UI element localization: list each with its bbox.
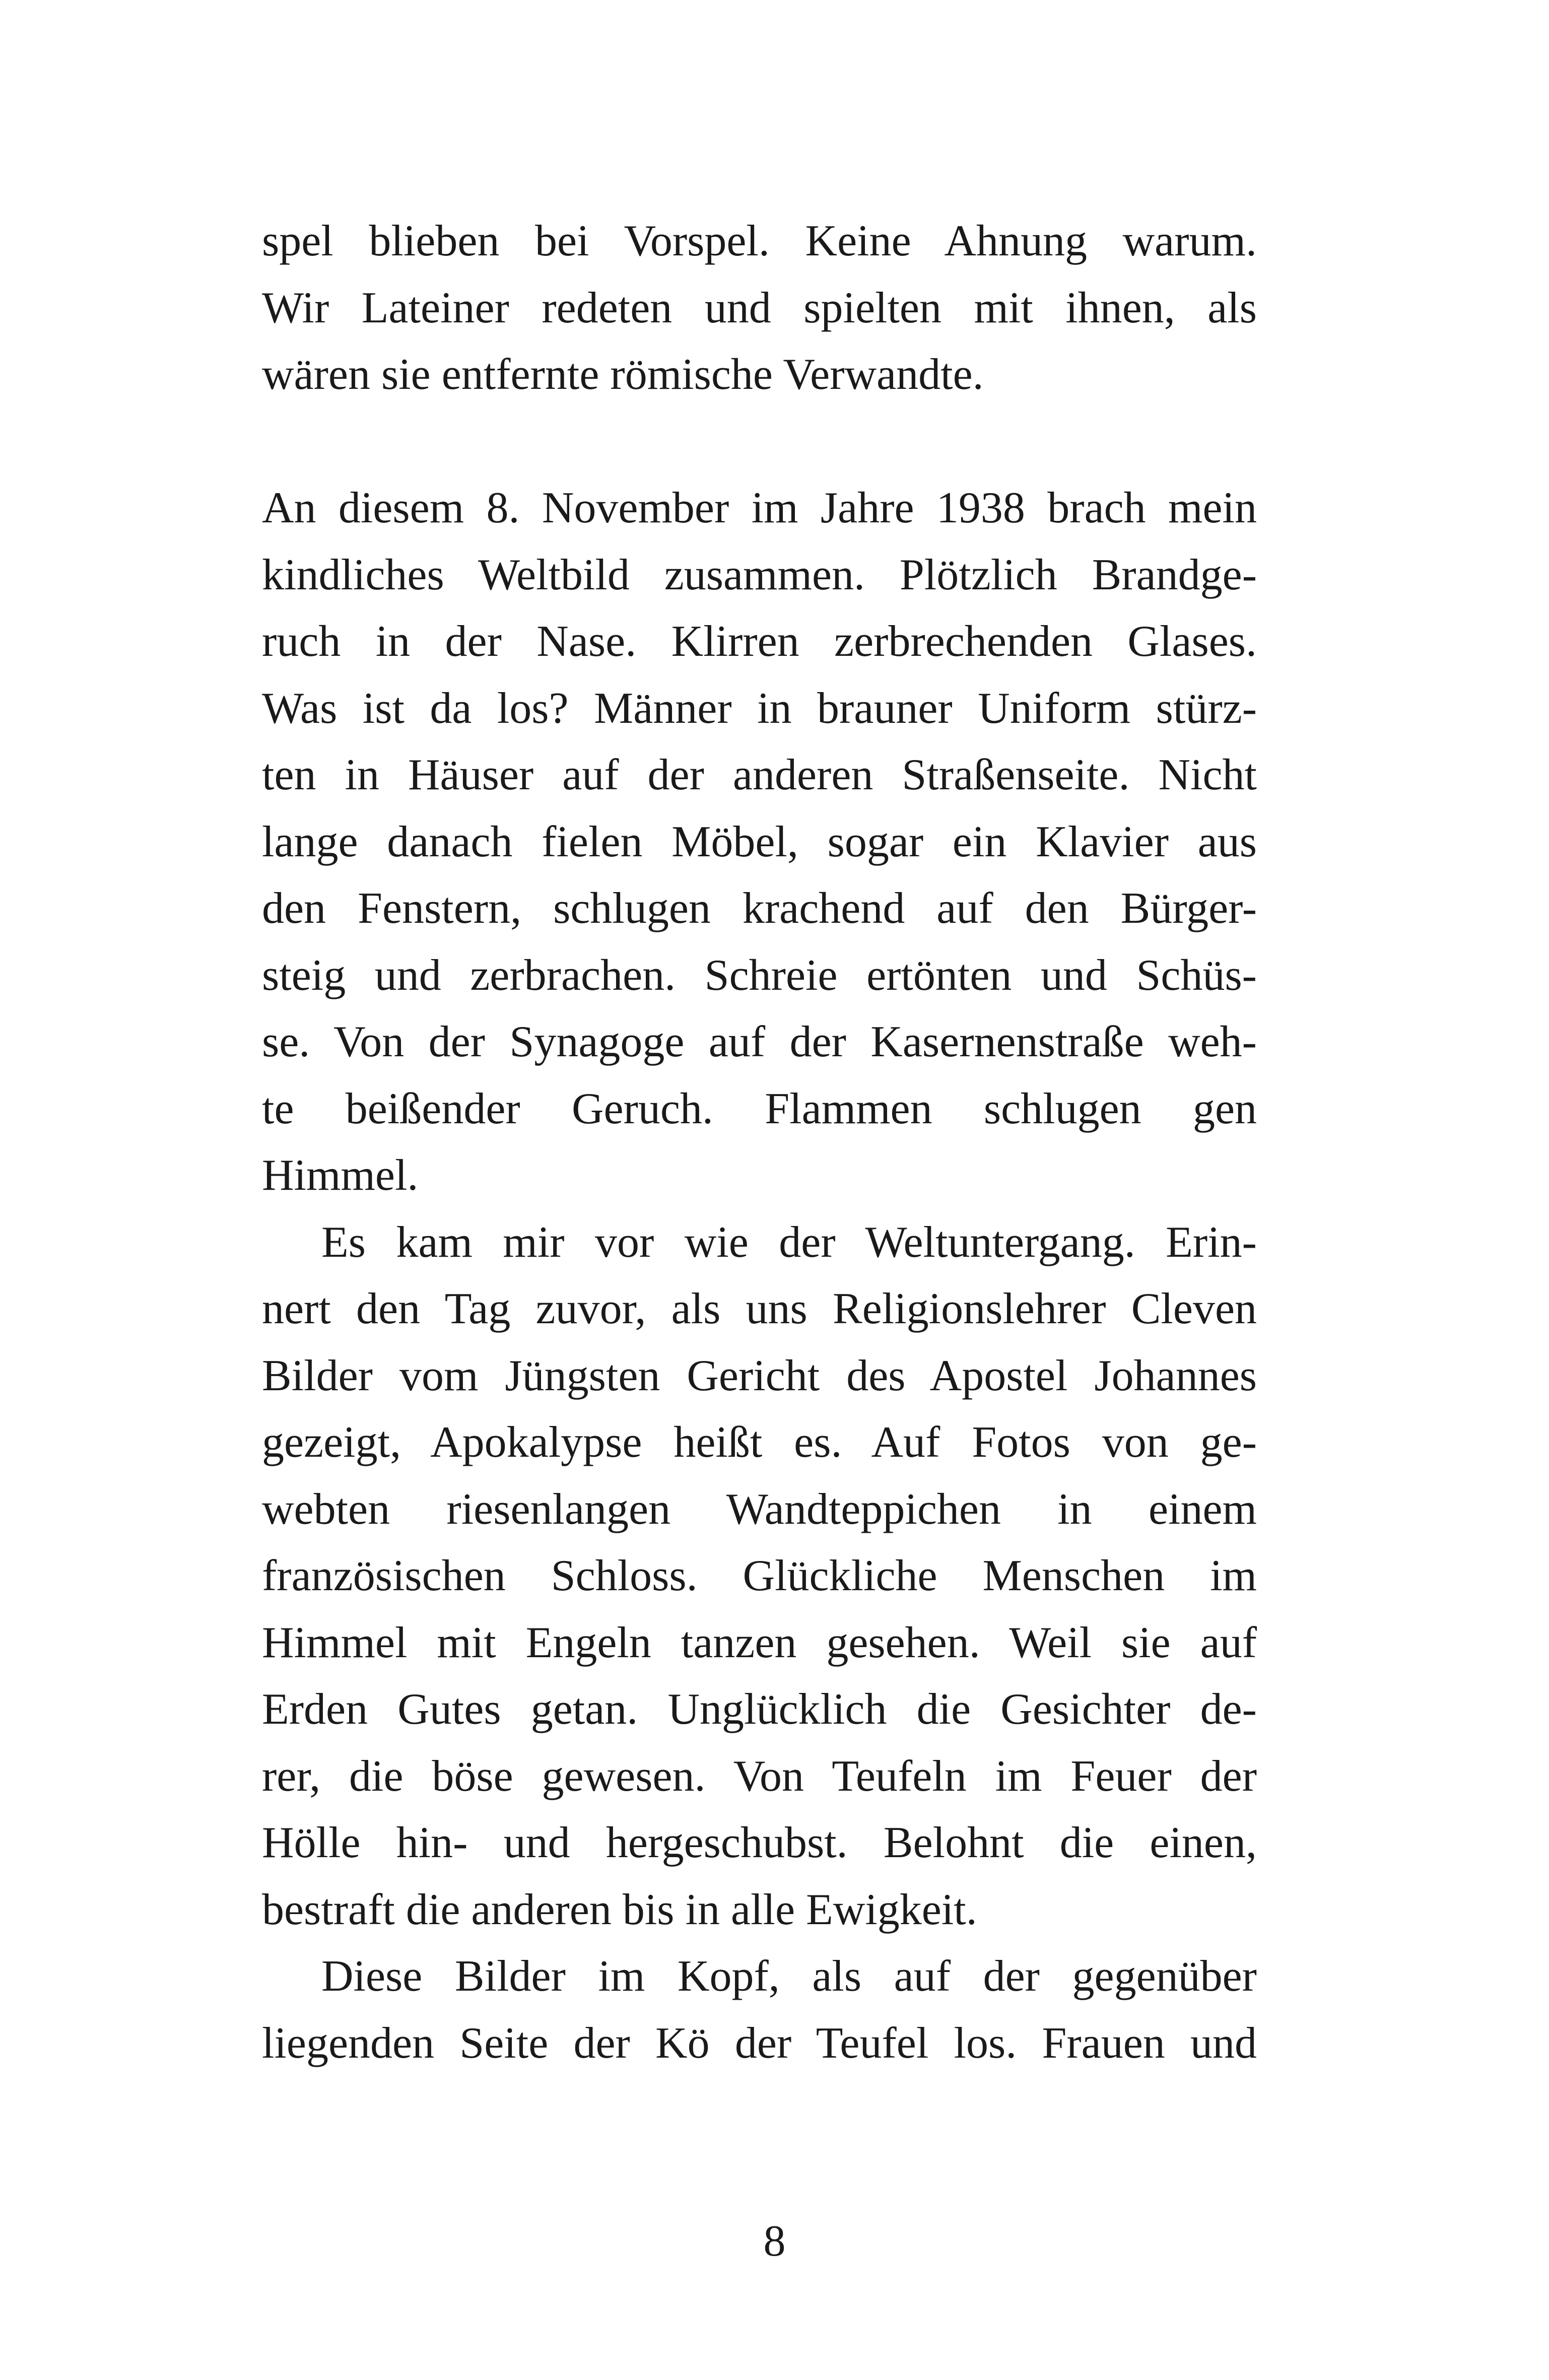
paragraph-weltuntergang: [262, 1209, 1257, 1944]
text-line: Es kam mir vor wie der Weltuntergang. Erin-: [321, 1217, 1257, 1267]
text-line: spel blieben bei Vorspel. Keine Ahnung warum.: [262, 217, 1257, 265]
text-line: französischen Schloss. Glückliche Menschen im: [262, 1551, 1257, 1600]
text-line: Wir Lateiner redeten und spielten mit ihnen, als: [262, 283, 1257, 332]
text-line: wären sie entfernte römische Verwandte.: [262, 350, 984, 399]
text-line: steig und zerbrachen. Schreie ertönten und Schüs-: [262, 950, 1257, 1000]
text-line: Himmel mit Engeln tanzen gesehen. Weil sie auf: [262, 1618, 1257, 1667]
text-line: liegenden Seite der Kö der Teufel los. Frauen und: [262, 2018, 1257, 2068]
text-line: Hölle hin- und hergeschubst. Belohnt die einen,: [262, 1818, 1257, 1867]
text-line: Bilder vom Jüngsten Gericht des Apostel Johannes: [262, 1351, 1257, 1400]
text-line: te beißender Geruch. Flammen schlugen gen: [262, 1084, 1257, 1133]
paragraph-bilder: [262, 1943, 1257, 2077]
text-line: webten riesenlangen Wandteppichen in einem: [262, 1484, 1257, 1534]
text-line: ruch in der Nase. Klirren zerbrechenden Glases.: [262, 617, 1257, 666]
text-line: ten in Häuser auf der anderen Straßenseite. Nicht: [262, 751, 1257, 799]
text-line: se. Von der Synagoge auf der Kasernenstraße weh-: [262, 1017, 1257, 1066]
main-text: [262, 475, 1257, 2077]
text-line: Diese Bilder im Kopf, als auf der gegenüber: [321, 1952, 1257, 2001]
text-line: kindliches Weltbild zusammen. Plötzlich Brandge-: [262, 550, 1257, 599]
paragraph-november: [262, 475, 1257, 1209]
paragraph-intro: [262, 208, 1257, 409]
text-line: gezeigt, Apokalypse heißt es. Auf Fotos von ge-: [262, 1418, 1257, 1467]
text-line: An diesem 8. November im Jahre 1938 brach mein: [262, 484, 1257, 532]
text-line: Himmel.: [262, 1151, 419, 1200]
text-line: bestraft die anderen bis in alle Ewigkeit.: [262, 1885, 977, 1934]
text-line: den Fenstern, schlugen krachend auf den Bürger-: [262, 884, 1257, 933]
text-line: nert den Tag zuvor, als uns Religionslehrer Cleven: [262, 1284, 1257, 1333]
text-line: rer, die böse gewesen. Von Teufeln im Feuer der: [262, 1751, 1257, 1801]
page-number: 8: [763, 2217, 786, 2266]
text-line: Erden Gutes getan. Unglücklich die Gesichter de-: [262, 1685, 1257, 1734]
text-line: lange danach fielen Möbel, sogar ein Klavier aus: [262, 817, 1257, 866]
text-line: Was ist da los? Männer in brauner Uniform stürz-: [262, 684, 1257, 733]
